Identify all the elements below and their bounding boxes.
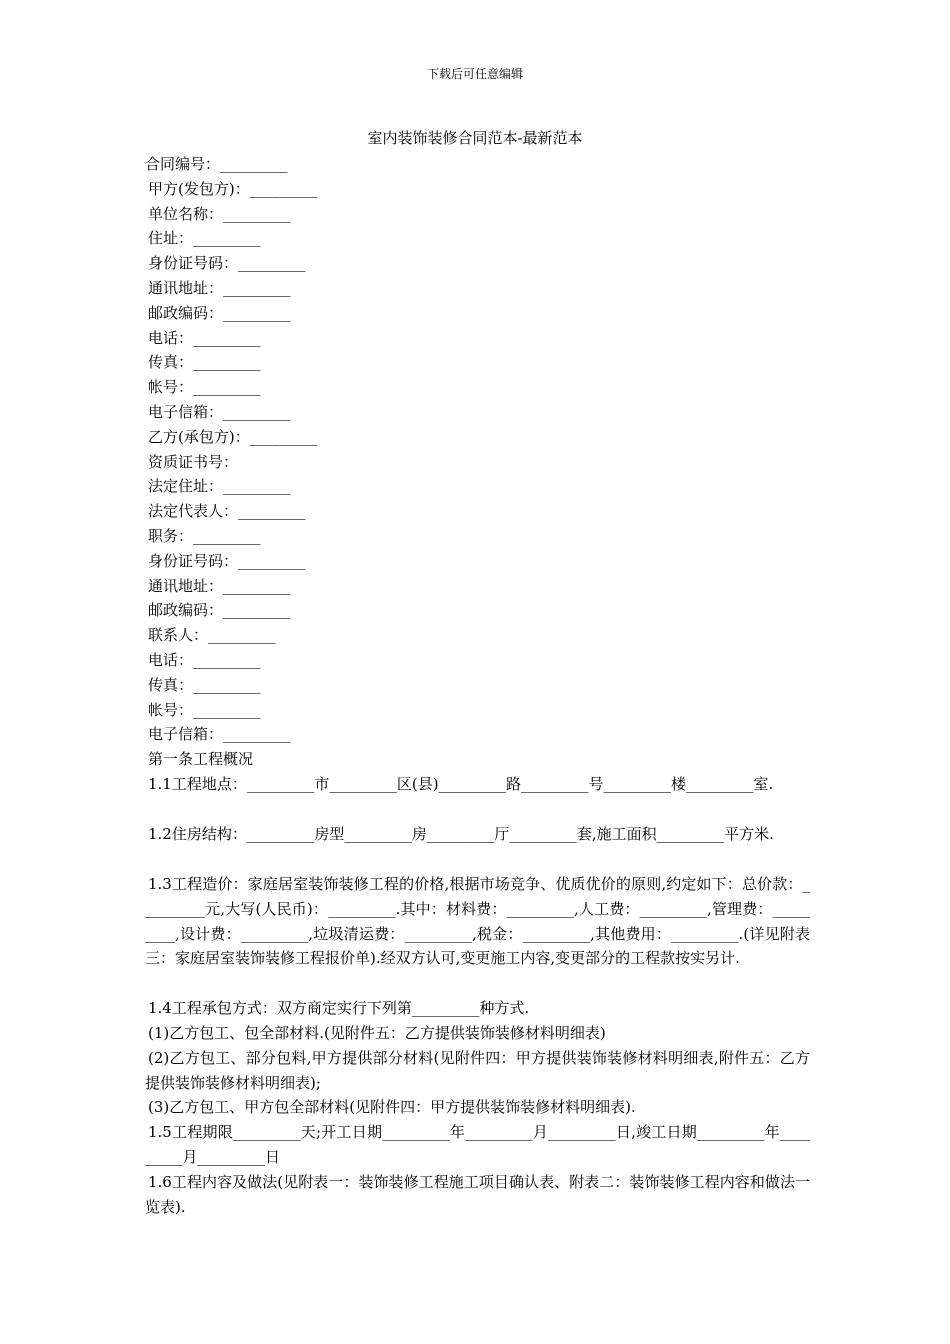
clause-1-4-option-1: (1)乙方包工、包全部材料.(见附件五：乙方提供装饰装修材料明细表) xyxy=(148,1024,606,1042)
header-note: 下载后可任意编辑 xyxy=(426,67,523,81)
field-a-postal-code: 邮政编码：_________ xyxy=(148,303,291,322)
field-a-id-number: 身份证号码：_________ xyxy=(148,254,306,273)
field-b-position: 职务：_________ xyxy=(148,526,261,545)
contract-fields xyxy=(145,152,810,772)
field-party-b: 乙方(承包方)：_________ xyxy=(148,427,318,446)
field-party-a: 甲方(发包方)：_________ xyxy=(148,179,318,198)
clause-1-4-option-2: (2)乙方包工、部分包料,甲方提供部分材料(见附件四：甲方提供装饰装修材料明细表,附件五：乙方提供装饰装修材料明细表); xyxy=(145,1049,810,1092)
field-b-contact: 联系人：_________ xyxy=(148,626,276,645)
field-a-unit-name: 单位名称：_________ xyxy=(148,204,291,223)
field-a-email: 电子信箱：_________ xyxy=(148,402,291,421)
document-title: 室内装饰装修合同范本-最新范本 xyxy=(367,129,583,147)
field-b-id-number: 身份证号码：_________ xyxy=(148,551,306,570)
clause-1-5: 1.5工程期限_________天;开工日期_________年_________月_________日,竣工日期_________年_________月_________日 xyxy=(145,1123,810,1166)
field-a-address: 住址：_________ xyxy=(148,229,261,248)
field-contract-number: 合同编号：_________ xyxy=(145,155,288,173)
field-b-phone: 电话：_________ xyxy=(148,650,261,669)
field-b-email: 电子信箱：_________ xyxy=(148,725,291,744)
clause-1-2: 1.2住房结构：_________房型_________房_________厅_________套,施工面积_________平方米. xyxy=(148,825,774,843)
clause-1-6: 1.6工程内容及做法(见附表一：装饰装修工程施工项目确认表、附表二：装饰装修工程内容和做法一览表). xyxy=(145,1173,810,1216)
article-1-heading: 第一条工程概况 xyxy=(148,750,254,769)
field-b-qualification: 资质证书号： xyxy=(148,452,239,471)
clause-1-1: 1.1工程地点：_________市_________区(县)_________路_________号_________楼_________室. xyxy=(148,775,774,793)
field-b-legal-rep: 法定代表人：_________ xyxy=(148,502,306,521)
field-a-fax: 传真：_________ xyxy=(148,353,261,372)
field-b-legal-address: 法定住址：_________ xyxy=(148,477,291,496)
field-a-phone: 电话：_________ xyxy=(148,328,261,347)
field-b-postal-code: 邮政编码：_________ xyxy=(148,601,291,620)
field-b-fax: 传真：_________ xyxy=(148,675,261,694)
clause-1-3: 1.3工程造价：家庭居室装饰装修工程的价格,根据市场竞争、优质优价的原则,约定如下：总价款：_________元,大写(人民币)：_________.其中：材料费：_________,人工费：_________,管理费：_________,设计费：_________,垃圾清运费：_________,税金：_________,其他费用：_________.(详见附表三：家庭居室装饰装修工程报价单).经双方认可,变更施工内容,变更部分的工程款按实另计. xyxy=(145,875,810,968)
field-a-mailing-address: 通讯地址：_________ xyxy=(148,278,291,297)
field-b-account: 帐号：_________ xyxy=(148,700,261,719)
field-b-mailing-address: 通讯地址：_________ xyxy=(148,576,291,595)
clause-1-4-option-3: (3)乙方包工、甲方包全部材料(见附件四：甲方提供装饰装修材料明细表). xyxy=(148,1098,636,1116)
clause-1-4: 1.4工程承包方式：双方商定实行下列第_________种方式. xyxy=(148,999,530,1017)
field-a-account: 帐号：_________ xyxy=(148,378,261,397)
